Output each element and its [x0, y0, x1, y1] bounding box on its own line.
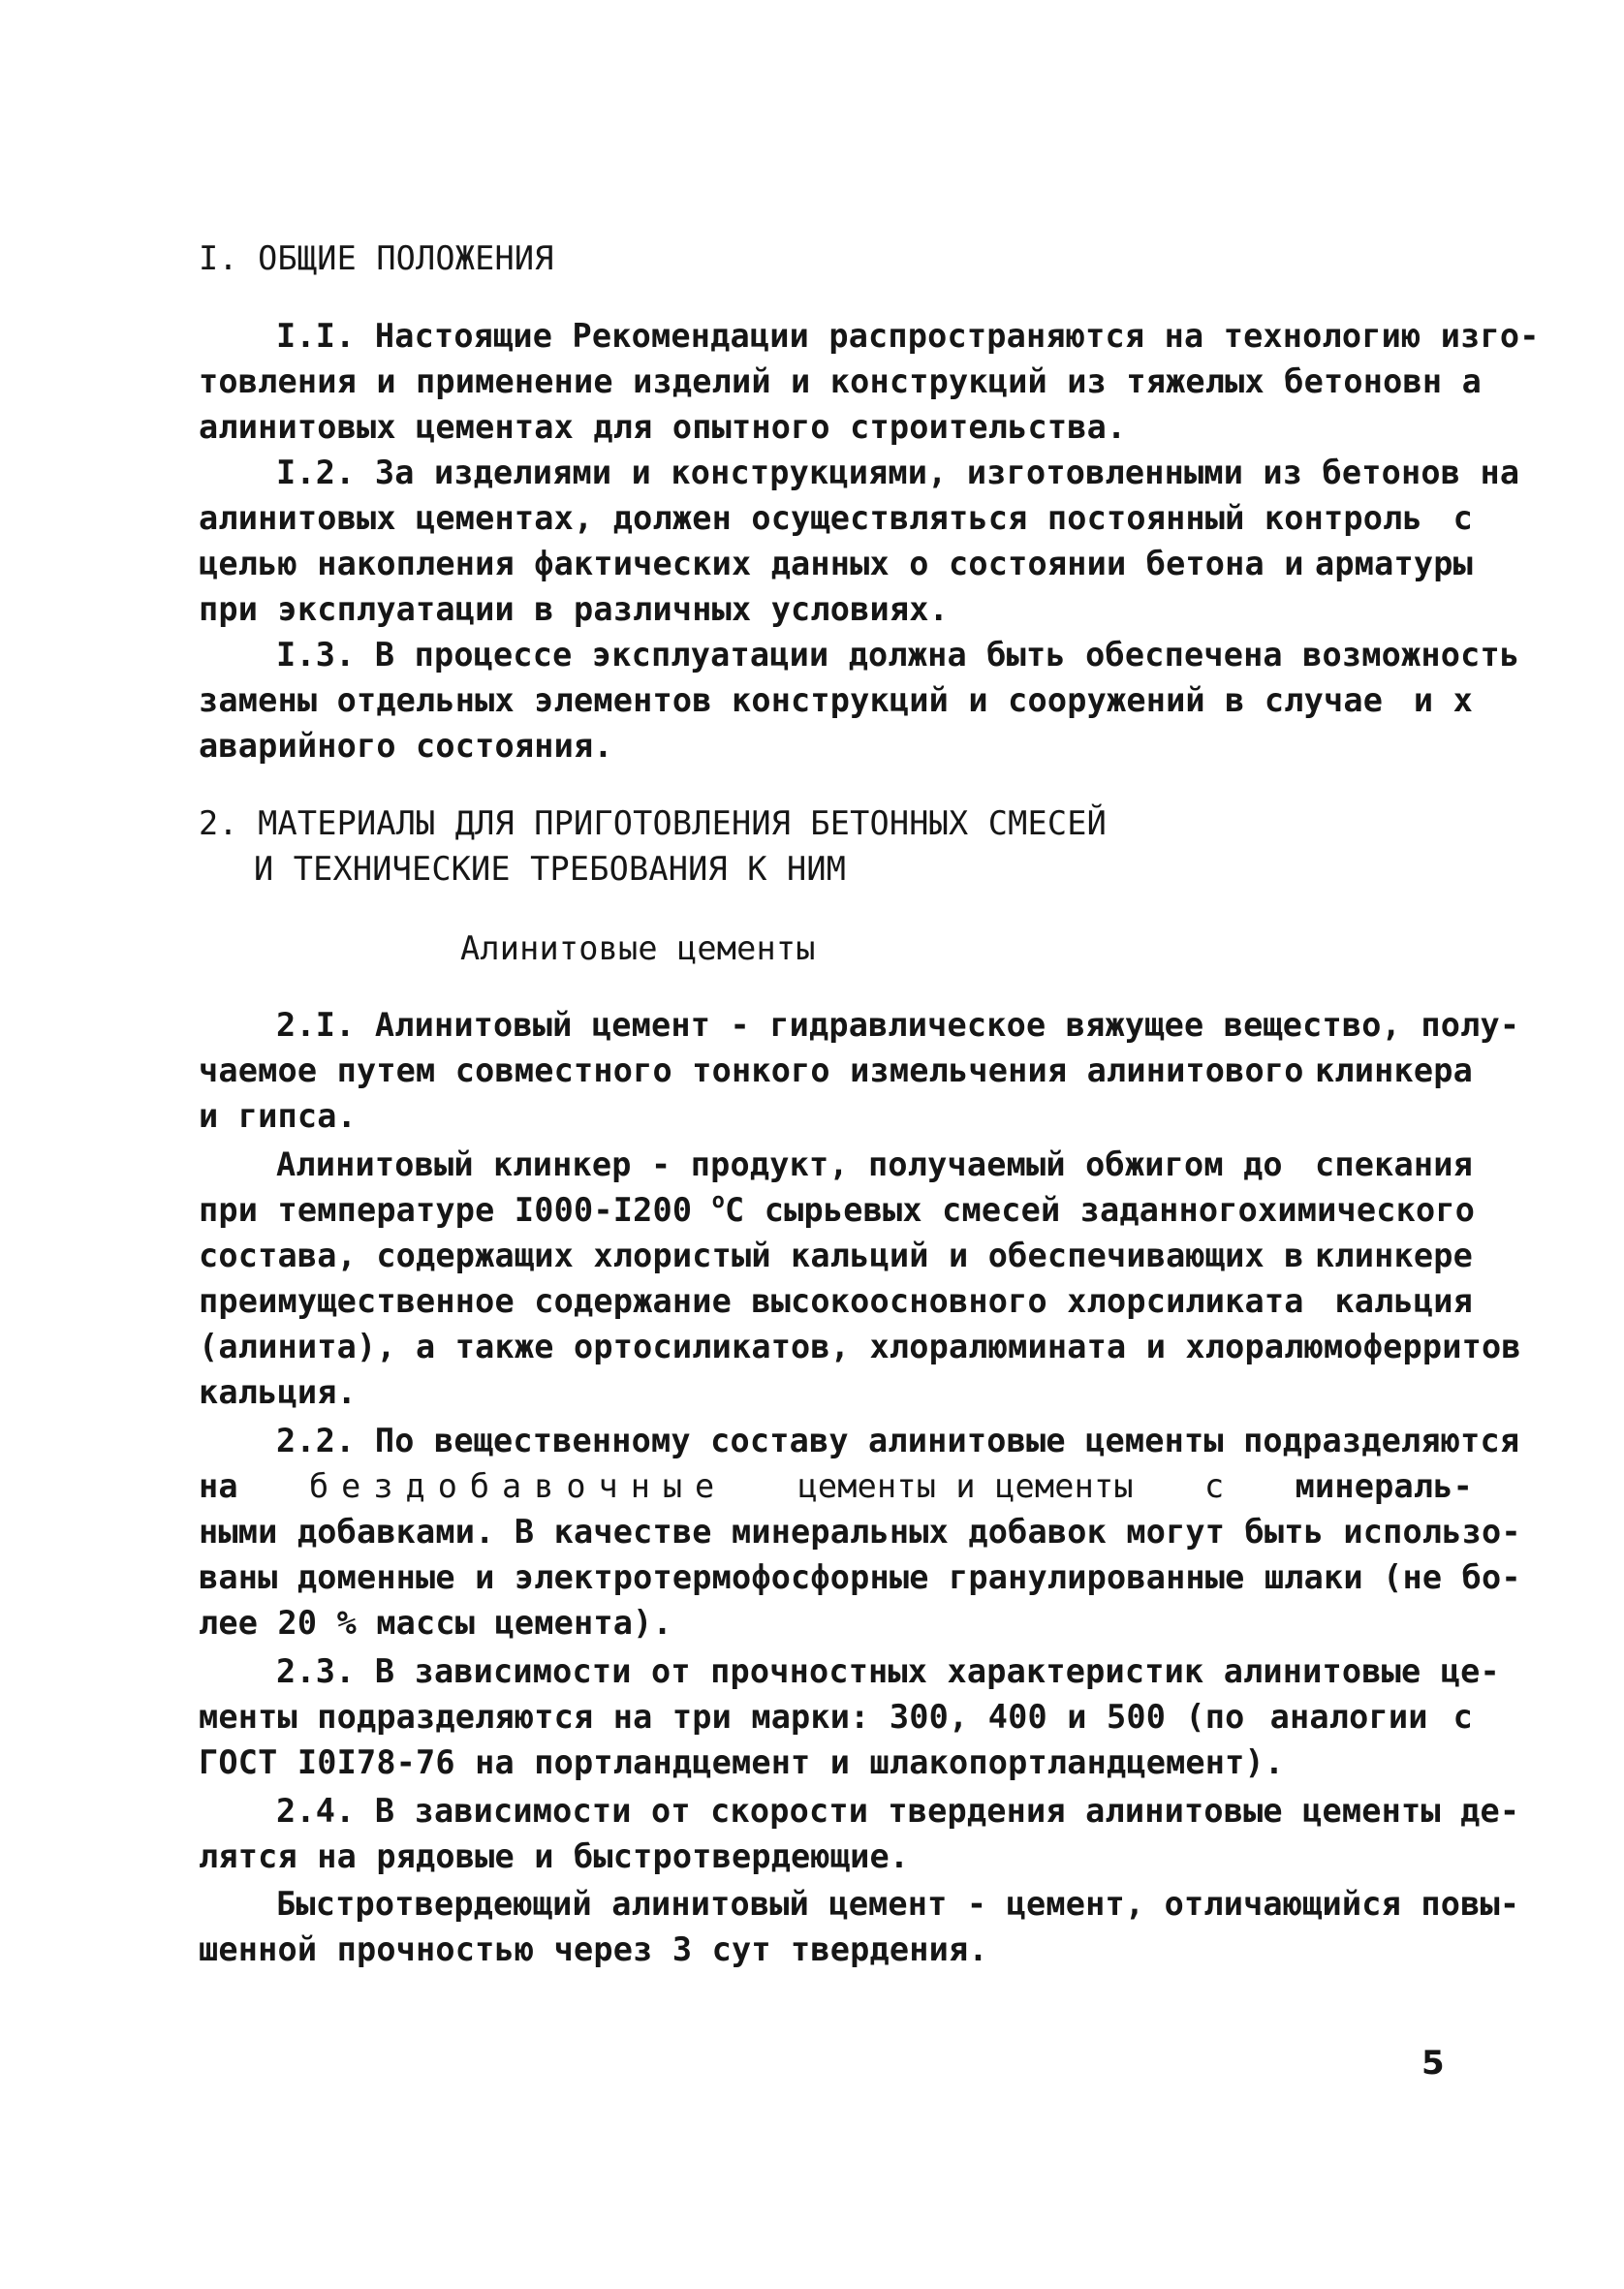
clinker-paragraph-line-2 — [199, 1187, 1476, 1234]
text: Алинитовый клинкер - продукт, получаемый обжигом до — [276, 1145, 1283, 1183]
text: на — [199, 1467, 238, 1505]
text: с — [1452, 1698, 1473, 1736]
fast-hardening-line-1 — [276, 1881, 1520, 1928]
text: преимущественное содержание высокоосновного хлорсиликата — [199, 1282, 1304, 1320]
subheading: Алинитовые цементы — [460, 929, 816, 967]
paragraph-2-2-line-4 — [199, 1554, 1521, 1601]
fast-hardening-line-2: шенной прочностью через 3 сут твердения. — [199, 1930, 988, 1968]
clinker-paragraph-line-6: кальция. — [199, 1373, 357, 1411]
text: минераль- — [1295, 1467, 1473, 1505]
text: ными добавками. В качестве минеральных добавок могут быть использо- — [199, 1513, 1521, 1551]
clinker-paragraph-line-1 — [276, 1142, 1473, 1188]
text: химического — [1258, 1191, 1476, 1229]
paragraph-1-3-line-2 — [199, 677, 1473, 724]
paragraph-2-2-line-5: лее 20 % массы цемента). — [199, 1604, 672, 1642]
text: аналогии — [1269, 1698, 1428, 1736]
text-group — [199, 1187, 1258, 1234]
paragraph-2-4-line-2: лятся на рядовые и быстротвердеющие. — [199, 1837, 910, 1875]
page-number: 5 — [1421, 2044, 1445, 2083]
text: арматуры — [1315, 545, 1473, 582]
clinker-paragraph-line-5 — [199, 1324, 1521, 1370]
paragraph-2-2-line-2 — [199, 1463, 1473, 1510]
text: чаемое путем совместного тонкого измельчения алинитового — [199, 1051, 1304, 1089]
text: ваны доменные и электротермофосфорные гранулированные шлаки (не бо- — [199, 1558, 1521, 1596]
text: с — [1204, 1467, 1225, 1505]
text: I.2. За изделиями и конструкциями, изготовленными из бетонов на — [276, 454, 1520, 491]
text: 2.3. В зависимости от прочностных характеристик алинитовые це- — [276, 1652, 1500, 1690]
text: 2.2. По вещественному составу алинитовые цементы подразделяются — [276, 1422, 1520, 1459]
text: состава, содержащих хлористый кальций и обеспечивающих в — [199, 1237, 1304, 1274]
text: кальция — [1334, 1282, 1473, 1320]
paragraph-1-2-line-2 — [199, 495, 1473, 542]
paragraph-2-3-line-1 — [276, 1648, 1500, 1695]
clinker-paragraph-line-4 — [199, 1278, 1473, 1325]
text: I.I. Настоящие Рекомендации распространяются на технологию изго- — [276, 317, 1540, 355]
text: товления и применение изделий и конструкций из тяжелых бетонов — [199, 362, 1422, 400]
text: при температуре I000-I200 — [199, 1191, 712, 1229]
text: Быстротвердеющий алинитовый цемент - цемент, отличающийся повы- — [276, 1885, 1520, 1923]
paragraph-2-1-line-2 — [199, 1048, 1473, 1094]
text: 2.I. Алинитовый цемент - гидравлическое вяжущее вещество, полу- — [276, 1006, 1520, 1044]
clinker-paragraph-line-3 — [199, 1233, 1473, 1279]
paragraph-1-1-line-1 — [276, 313, 1540, 360]
text: клинкере — [1315, 1237, 1473, 1274]
section-2-heading-line-2: И ТЕХНИЧЕСКИЕ ТРЕБОВАНИЯ К НИМ — [254, 850, 847, 888]
spaced-text: бездобавочные — [309, 1467, 728, 1505]
paragraph-1-1-line-2 — [199, 359, 1482, 405]
text: целью накопления фактических данных о состоянии бетона и — [199, 545, 1304, 582]
text: замены отдельных элементов конструкций и сооружений в случае — [199, 681, 1384, 719]
text: н а — [1421, 362, 1482, 400]
paragraph-2-3-line-2 — [199, 1694, 1473, 1740]
section-2-heading-line-1: 2. МАТЕРИАЛЫ ДЛЯ ПРИГОТОВЛЕНИЯ БЕТОННЫХ СМЕСЕЙ — [199, 804, 1107, 842]
text: цементы и цементы — [797, 1467, 1134, 1505]
text: (алинита), а также ортосиликатов, хлоралюмината и хлоралюмоферритов — [199, 1328, 1521, 1365]
paragraph-1-2-line-1 — [276, 450, 1520, 496]
paragraph-2-2-line-3 — [199, 1509, 1521, 1555]
paragraph-1-3-line-1 — [276, 632, 1520, 678]
paragraph-1-1-line-3: алинитовых цементах для опытного строительства. — [199, 408, 1127, 446]
text: с — [1452, 499, 1473, 537]
text: спекания — [1315, 1145, 1473, 1183]
paragraph-2-3-line-3: ГОСТ I0I78-76 на портландцемент и шлакопортландцемент). — [199, 1743, 1285, 1781]
text: и х — [1413, 681, 1473, 719]
paragraph-1-2-line-4: при эксплуатации в различных условиях. — [199, 590, 950, 628]
paragraph-1-3-line-3: аварийного состояния. — [199, 727, 613, 765]
text: С сырьевых смесей заданного — [725, 1191, 1259, 1229]
text: 2.4. В зависимости от скорости твердения алинитовые цементы де- — [276, 1792, 1520, 1830]
paragraph-2-2-line-1 — [276, 1418, 1520, 1464]
degree-sign: о — [711, 1189, 726, 1213]
text: менты подразделяются на три марки: 300, 400 и 500 (по — [199, 1698, 1245, 1736]
paragraph-1-2-line-3 — [199, 541, 1473, 587]
text: алинитовых цементах, должен осуществляться постоянный контроль — [199, 499, 1422, 537]
paragraph-2-1-line-3: и гипса. — [199, 1097, 357, 1135]
paragraph-2-1-line-1 — [276, 1002, 1520, 1049]
section-1-heading: I. ОБЩИЕ ПОЛОЖЕНИЯ — [199, 239, 554, 277]
text: клинкера — [1315, 1051, 1473, 1089]
text: I.3. В процессе эксплуатации должна быть обеспечена возможность — [276, 636, 1520, 674]
paragraph-2-4-line-1 — [276, 1788, 1520, 1834]
